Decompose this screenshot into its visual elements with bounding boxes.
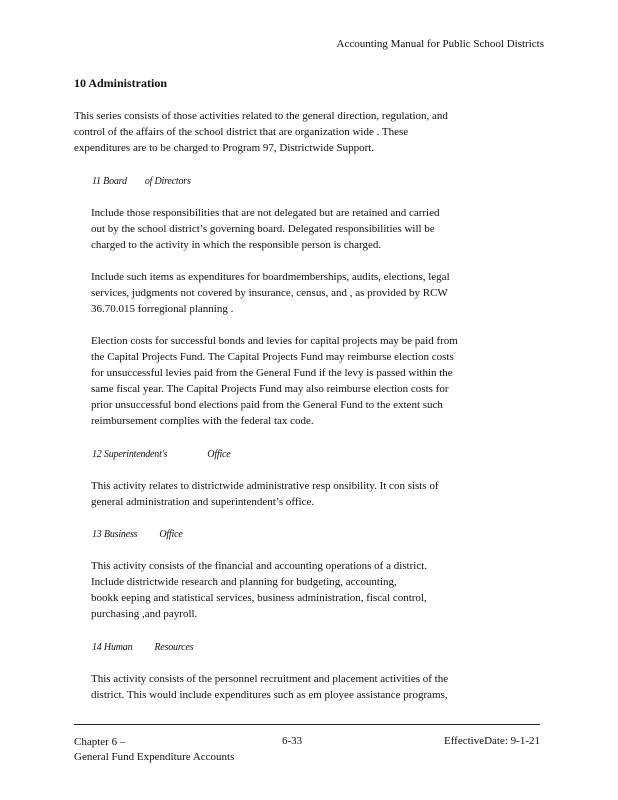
text-line: Include such items as expenditures for boardmemberships, audits, elections, legal <box>91 271 450 283</box>
text-line: same fiscal year. The Capital Projects Fund may also reimburse election costs for <box>91 383 449 395</box>
text-line: general administration and superintendent’s office. <box>91 496 315 508</box>
text-line: prior unsuccessful bond elections paid from the General Fund to the extent such <box>91 399 443 411</box>
text-line: purchasing ,and payroll. <box>91 608 198 620</box>
subsection-name: Superintendent's <box>103 449 168 460</box>
subsection-number: 13 <box>92 529 102 540</box>
subsection-heading-superintendent <box>92 449 231 460</box>
text-line: bookk eeping and statistical services, business administration, fiscal control, <box>91 592 427 604</box>
superintendent-paragraph <box>91 478 439 510</box>
subsection-name: Business <box>103 529 138 540</box>
text-line: reimbursement complies with the federal tax code. <box>91 415 314 427</box>
text-line: Include districtwide research and planning for budgeting, accounting, <box>91 576 397 588</box>
footer-divider <box>74 724 540 725</box>
board-paragraph-3 <box>91 333 458 429</box>
text-line: charged to the activity in which the responsible person is charged. <box>91 239 382 251</box>
subsection-number: 12 <box>92 449 102 460</box>
subsection-name-continued: Office <box>159 529 183 540</box>
text-line: out by the school district’s governing board. Delegated responsibilities will be <box>91 223 435 235</box>
footer-chapter-title: General Fund Expenditure Accounts <box>74 751 235 763</box>
human-resources-paragraph <box>91 671 448 703</box>
subsection-number: 14 <box>92 642 102 653</box>
text-line: district. This would include expenditures such as em ployee assistance programs, <box>91 689 448 701</box>
footer-chapter-number: Chapter 6 – <box>74 736 126 748</box>
subsection-name-continued: of Directors <box>144 176 191 187</box>
subsection-heading-board <box>92 176 191 187</box>
subsection-heading-human-resources <box>92 642 193 653</box>
subsection-name-continued: Office <box>207 449 231 460</box>
footer-effective-date: EffectiveDate: 9-1-21 <box>443 735 540 747</box>
text-line: expenditures are to be charged to Program 97, Districtwide Support. <box>74 142 375 154</box>
board-paragraph-2 <box>91 269 450 317</box>
text-line: This series consists of those activities related to the general direction, regulation, and <box>74 110 448 122</box>
business-paragraph <box>91 558 427 622</box>
subsection-name: Human <box>103 642 133 653</box>
running-header: Accounting Manual for Public School Districts <box>336 38 544 50</box>
intro-paragraph <box>74 108 448 156</box>
text-line: services, judgments not covered by insurance, census, and , as provided by RCW <box>91 287 448 299</box>
text-line: This activity relates to districtwide administrative resp onsibility. It con sists of <box>91 480 439 492</box>
board-paragraph-1 <box>91 205 440 253</box>
text-line: 36.70.015 forregional planning . <box>91 303 234 315</box>
text-line: for unsuccessful levies paid from the General Fund if the levy is passed within the <box>91 367 453 379</box>
text-line: Include those responsibilities that are not delegated but are retained and carried <box>91 207 440 219</box>
section-title: 10 Administration <box>74 76 168 90</box>
text-line: This activity consists of the personnel recruitment and placement activities of the <box>91 673 449 685</box>
text-line: This activity consists of the financial and accounting operations of a district. <box>91 560 428 572</box>
subsection-name-continued: Resources <box>154 642 194 653</box>
footer-chapter <box>74 735 234 765</box>
text-line: Election costs for successful bonds and levies for capital projects may be paid from <box>91 335 458 347</box>
subsection-heading-business <box>92 529 183 540</box>
subsection-number: 11 <box>92 176 101 187</box>
subsection-name: Board <box>103 176 127 187</box>
footer-page-number: 6-33 <box>282 735 303 747</box>
text-line: control of the affairs of the school district that are organization wide . These <box>74 126 409 138</box>
text-line: the Capital Projects Fund. The Capital Projects Fund may reimburse election costs <box>91 351 454 363</box>
